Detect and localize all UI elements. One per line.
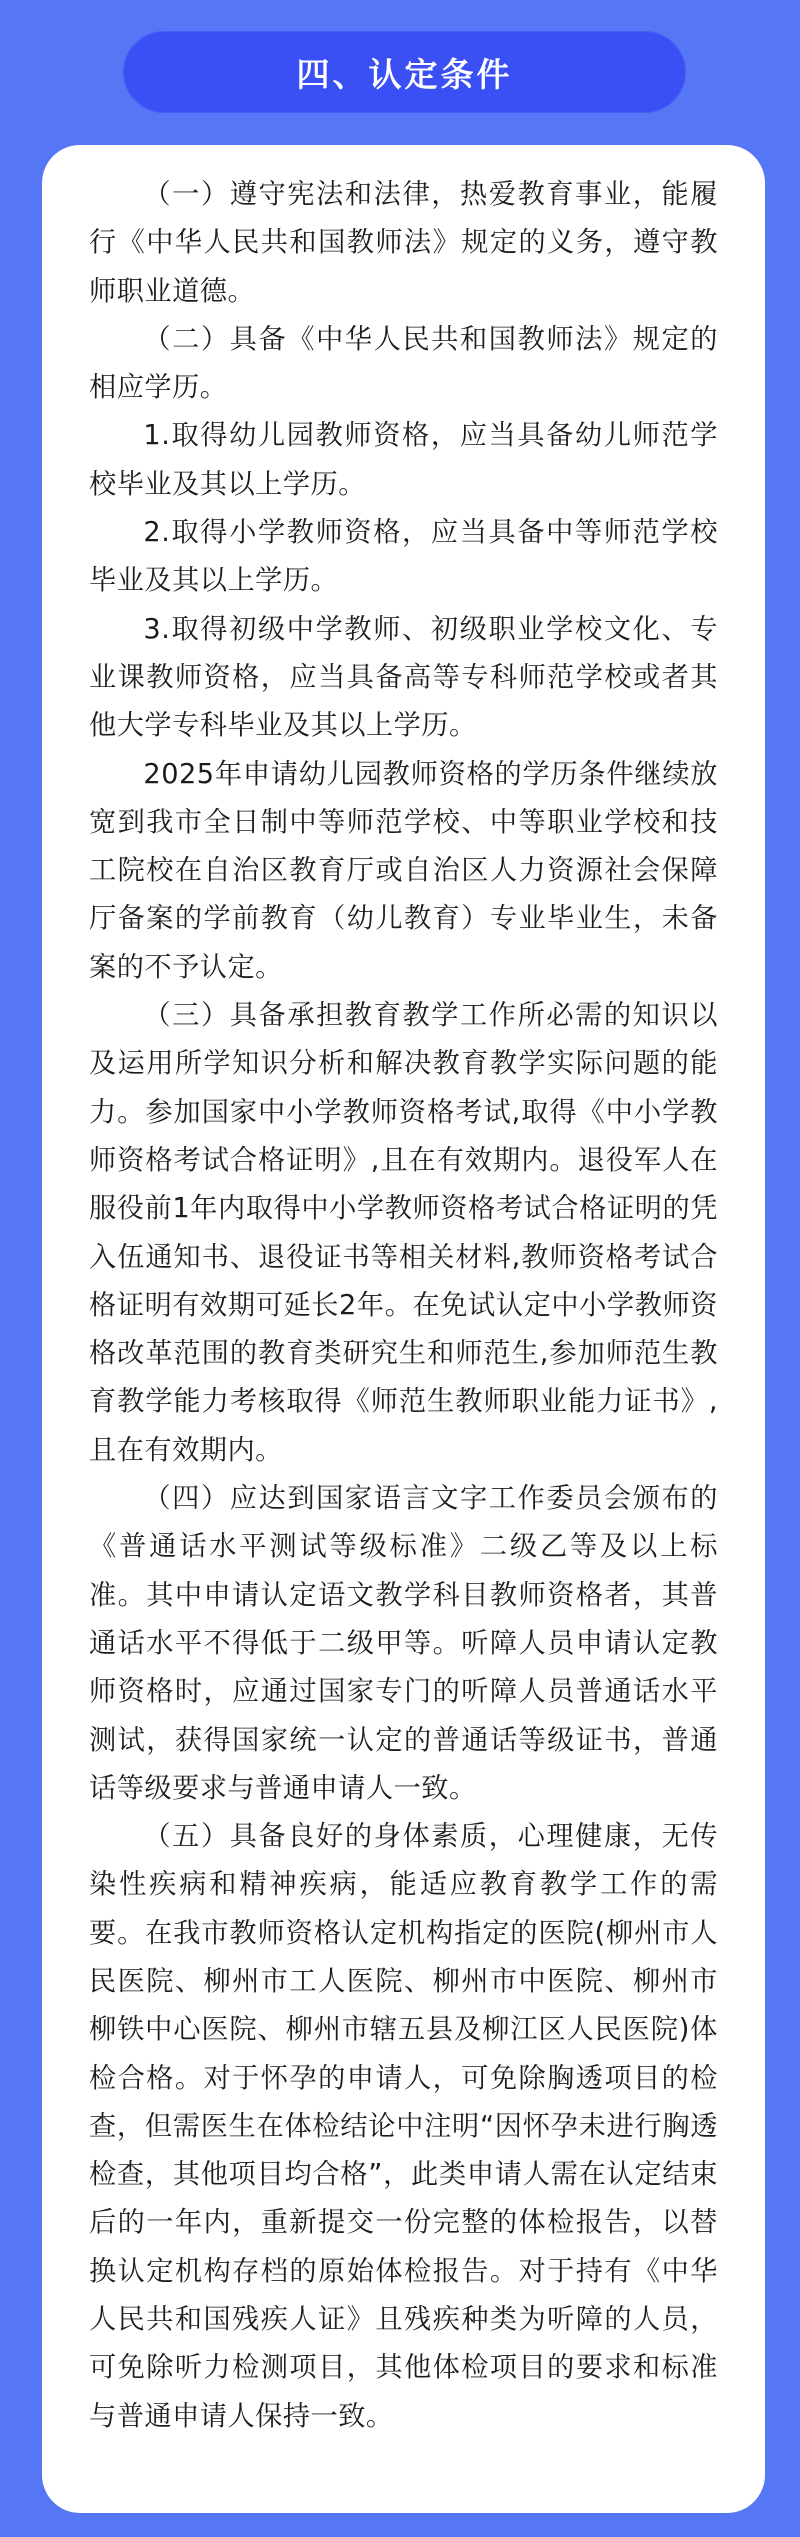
paragraph-condition-4: （四）应达到国家语言文字工作委员会颁布的《普通话水平测试等级标准》二级乙等及以上标准。其中申请认定语文教学科目教师资格者，其普通话水平不得低于二级甲等。听障人员申请认定教师资格时，应通过国家专门的听障人员普通话水平测试，获得国家统一认定的普通话等级证书，普通话等级要求与普通申请人一致。 <box>89 1483 718 1804</box>
paragraph-condition-1: （一）遵守宪法和法律，热爱教育事业，能履行《中华人民共和国教师法》规定的义务，遵守教师职业道德。 <box>89 179 718 307</box>
paragraph-junior-middle: 3.取得初级中学教师、初级职业学校文化、专业课教师资格，应当具备高等专科师范学校或者其他大学专科毕业及其以上学历。 <box>89 613 718 742</box>
section-header <box>123 31 686 113</box>
paragraph-condition-2: （二）具备《中华人民共和国教师法》规定的相应学历。 <box>89 323 718 404</box>
paragraph-condition-5: （五）具备良好的身体素质，心理健康，无传染性疾病和精神疾病，能适应教育教学工作的需要。在我市教师资格认定机构指定的医院(柳州市人民医院、柳州市工人医院、柳州市中医院、柳州市柳铁中心医院、柳州市辖五县及柳江区人民医院)体检合格。对于怀孕的申请人，可免除胸透项目的检查，但需医生在体检结论中注明“因怀孕未进行胸透检查，其他项目均合格”，此类申请人需在认定结束后的一年内，重新提交一份完整的体检报告，以替换认定机构存档的原始体检报告。对于持有《中华人民共和国残疾人证》且残疾种类为听障的人员，可免除听力检测项目，其他体检项目的要求和标准与普通申请人保持一致。 <box>89 1821 718 2432</box>
paragraph-condition-3: （三）具备承担教育教学工作所必需的知识以及运用所学知识分析和解决教育教学实际问题的能力。参加国家中小学教师资格考试,取得《中小学教师资格考试合格证明》,且在有效期内。退役军人在服役前1年内取得中小学教师资格考试合格证明的凭入伍通知书、退役证书等相关材料,教师资格考试合格证明有效期可延长2年。在免试认定中小学教师资格改革范围的教育类研究生和师范生,参加师范生教育教学能力考核取得《师范生教师职业能力证书》,且在有效期内。 <box>89 1000 718 1466</box>
paragraph-primary: 2.取得小学教师资格，应当具备中等师范学校毕业及其以上学历。 <box>89 517 718 597</box>
paragraph-kindergarten: 1.取得幼儿园教师资格，应当具备幼儿师范学校毕业及其以上学历。 <box>89 420 718 500</box>
content-card <box>42 145 765 2513</box>
paragraph-2025-policy: 2025年申请幼儿园教师资格的学历条件继续放宽到我市全日制中等师范学校、中等职业学校和技工院校在自治区教育厅或自治区人力资源社会保障厅备案的学前教育（幼儿教育）专业毕业生，未备案的不予认定。 <box>89 758 718 983</box>
section-title: 四、认定条件 <box>296 54 513 94</box>
